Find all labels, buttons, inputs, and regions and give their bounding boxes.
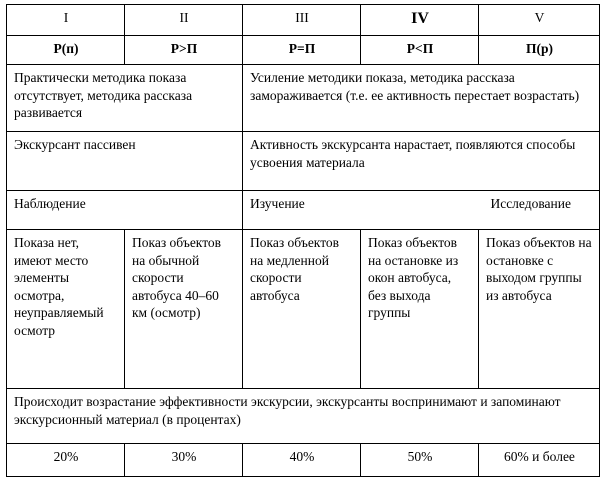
table-header-formula-row [7, 36, 600, 65]
formula-col-2: Р>П [125, 36, 243, 65]
methodics-right-cell: Усиление методики показа, методика рассказа замораживается (т.е. ее активность перестает возрастать) [243, 65, 600, 132]
table-row-percents [7, 444, 600, 477]
table-row-activity [7, 132, 600, 191]
percent-cell-5: 60% и более [479, 444, 600, 477]
stage-research-label: Исследование [490, 196, 571, 211]
header-col-1: I [7, 5, 125, 36]
show-cell-5: Показ объектов на остановке с выходом группы из автобуса [479, 230, 600, 389]
formula-col-1: Р(п) [7, 36, 125, 65]
percent-cell-4: 50% [361, 444, 479, 477]
summary-cell: Происходит возрастание эффективности экскурсии, экскурсанты воспринимают и запоминают экскурсионный материал (в процентах) [7, 389, 600, 444]
show-cell-2: Показ объектов на обычной скорости автобуса 40–60 км (осмотр) [125, 230, 243, 389]
table-row-show-types [7, 230, 600, 389]
percent-cell-1: 20% [7, 444, 125, 477]
percent-cell-2: 30% [125, 444, 243, 477]
activity-left-cell: Экскурсант пассивен [7, 132, 243, 191]
methodics-left-cell: Практически методика показа отсутствует, методика рассказа развивается [7, 65, 243, 132]
show-cell-4: Показ объектов на остановке из окон автобуса, без выхода группы [361, 230, 479, 389]
percent-cell-3: 40% [243, 444, 361, 477]
formula-col-4: Р<П [361, 36, 479, 65]
show-cell-3: Показ объектов на медленной скорости автобуса [243, 230, 361, 389]
table-row-methodics [7, 65, 600, 132]
stage-observation-cell: Наблюдение [7, 191, 243, 230]
table-row-stages [7, 191, 600, 230]
formula-col-5: П(р) [479, 36, 600, 65]
stage-study-label: Изучение [250, 196, 305, 211]
formula-col-3: Р=П [243, 36, 361, 65]
header-col-5: V [479, 5, 600, 36]
excursion-methods-table [6, 4, 600, 477]
table-header-roman-row [7, 5, 600, 36]
stage-study-research-cell [243, 191, 600, 230]
header-col-4: IV [361, 5, 479, 36]
header-col-2: II [125, 5, 243, 36]
activity-right-cell: Активность экскурсанта нарастает, появляются способы усвоения материала [243, 132, 600, 191]
show-cell-1: Показа нет, имеют место элементы осмотра, неуправляемый осмотр [7, 230, 125, 389]
header-col-3: III [243, 5, 361, 36]
table-row-summary [7, 389, 600, 444]
